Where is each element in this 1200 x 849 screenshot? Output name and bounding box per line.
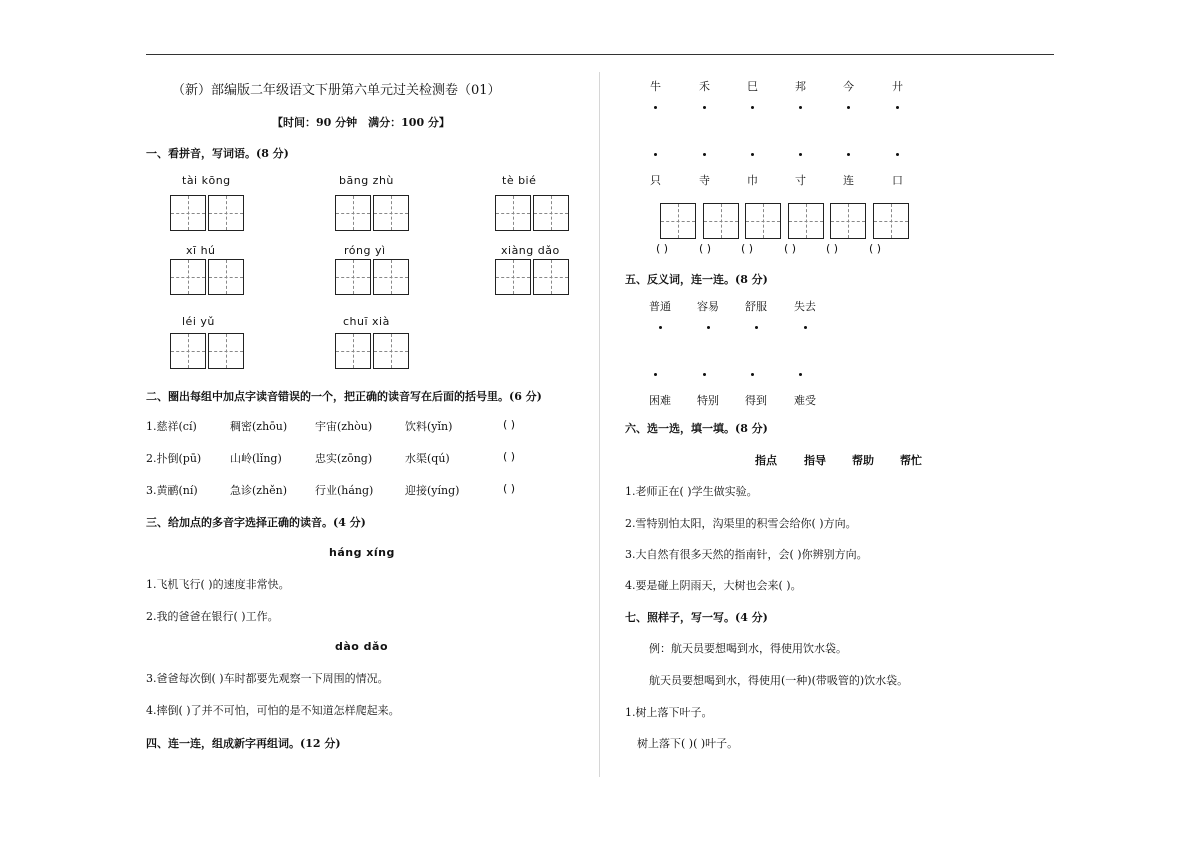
pinyin-1: tài kōng xyxy=(182,174,231,187)
s4-paren-1[interactable]: ( ) xyxy=(656,242,669,255)
column-divider xyxy=(599,72,600,777)
s4-top-dot-6[interactable] xyxy=(896,106,899,109)
s4-paren-2[interactable]: ( ) xyxy=(699,242,712,255)
s4-top-dot-2[interactable] xyxy=(703,106,706,109)
s4-bottom-dot-1[interactable] xyxy=(654,153,657,156)
s2-r3-answer[interactable]: ( ) xyxy=(503,482,516,495)
s2-r2-c1: 2.扑倒(pū) xyxy=(146,452,202,465)
s4-top-dot-5[interactable] xyxy=(847,106,850,109)
s4-bottom-1: 只 xyxy=(650,174,661,187)
s6-q4: 4.要是碰上阴雨天，大树也会来( )。 xyxy=(625,579,802,592)
s5-top-dot-2[interactable] xyxy=(707,326,710,329)
pinyin-3: tè bié xyxy=(502,174,537,187)
s6-q1: 1.老师正在( )学生做实验。 xyxy=(625,485,758,498)
writing-grid-8[interactable] xyxy=(335,333,411,369)
writing-grid-4[interactable] xyxy=(170,259,246,295)
s3-q3: 3.爸爸每次倒( )车时都要先观察一下周围的情况。 xyxy=(146,672,389,685)
s6-q2: 2.雪特别怕太阳，沟渠里的积雪会给你( )方向。 xyxy=(625,517,857,530)
section-4-heading: 四、连一连，组成新字再组词。(12 分) xyxy=(146,737,341,750)
s4-paren-4[interactable]: ( ) xyxy=(784,242,797,255)
s2-r2-c4: 水渠(qú) xyxy=(405,452,450,465)
s4-char-box-5[interactable] xyxy=(830,203,868,239)
pinyin-6: xiàng dǎo xyxy=(501,244,560,257)
top-rule xyxy=(146,54,1054,55)
s6-option-4: 帮忙 xyxy=(900,454,922,467)
s4-char-box-1[interactable] xyxy=(660,203,698,239)
s2-r2-answer[interactable]: ( ) xyxy=(503,450,516,463)
s5-top-dot-4[interactable] xyxy=(804,326,807,329)
s2-r3-c4: 迎接(yíng) xyxy=(405,484,460,497)
s4-char-box-3[interactable] xyxy=(745,203,783,239)
s4-top-4: 邦 xyxy=(795,80,806,93)
s7-q1: 1.树上落下叶子。 xyxy=(625,706,713,719)
s4-bottom-dot-4[interactable] xyxy=(799,153,802,156)
page-title: （新）部编版二年级语文下册第六单元过关检测卷（01） xyxy=(172,83,501,98)
s4-char-box-4[interactable] xyxy=(788,203,826,239)
s5-bottom-1: 困难 xyxy=(649,394,671,407)
s4-bottom-5: 连 xyxy=(843,174,854,187)
s5-bottom-dot-1[interactable] xyxy=(654,373,657,376)
s5-bottom-3: 得到 xyxy=(745,394,767,407)
writing-grid-5[interactable] xyxy=(335,259,411,295)
s4-paren-6[interactable]: ( ) xyxy=(869,242,882,255)
pinyin-4: xī hú xyxy=(186,244,216,257)
s7-example-1: 例：航天员要想喝到水，得使用饮水袋。 xyxy=(649,642,847,655)
writing-grid-2[interactable] xyxy=(335,195,411,231)
s2-r1-answer[interactable]: ( ) xyxy=(503,418,516,431)
s5-top-1: 普通 xyxy=(649,300,671,313)
s2-r3-c2: 急诊(zhěn) xyxy=(230,484,288,497)
s3-pinyin-1: háng xíng xyxy=(329,546,395,559)
s5-bottom-2: 特别 xyxy=(697,394,719,407)
writing-grid-3[interactable] xyxy=(495,195,571,231)
s4-paren-5[interactable]: ( ) xyxy=(826,242,839,255)
s5-top-3: 舒服 xyxy=(745,300,767,313)
writing-grid-6[interactable] xyxy=(495,259,571,295)
s4-bottom-dot-6[interactable] xyxy=(896,153,899,156)
pinyin-7: léi yǔ xyxy=(182,315,215,328)
s4-bottom-dot-3[interactable] xyxy=(751,153,754,156)
section-6-heading: 六、选一选，填一填。(8 分) xyxy=(625,422,768,435)
s4-bottom-6: 口 xyxy=(892,174,903,187)
page-subtitle: 【时间：90 分钟 满分：100 分】 xyxy=(272,116,450,129)
s2-r1-c3: 宇宙(zhòu) xyxy=(315,420,373,433)
s5-top-dot-1[interactable] xyxy=(659,326,662,329)
s5-top-dot-3[interactable] xyxy=(755,326,758,329)
s2-r1-c4: 饮料(yǐn) xyxy=(405,420,453,433)
s2-r2-c3: 忠实(zōng) xyxy=(315,452,373,465)
s4-bottom-4: 寸 xyxy=(795,174,806,187)
s7-q1-answer[interactable]: 树上落下( )( )叶子。 xyxy=(637,737,739,750)
s6-option-1: 指点 xyxy=(755,454,777,467)
section-3-heading: 三、给加点的多音字选择正确的读音。(4 分) xyxy=(146,516,366,529)
writing-grid-7[interactable] xyxy=(170,333,246,369)
s5-bottom-dot-4[interactable] xyxy=(799,373,802,376)
pinyin-8: chuī xià xyxy=(343,315,390,328)
pinyin-2: bāng zhù xyxy=(339,174,394,187)
s4-bottom-3: 巾 xyxy=(747,174,758,187)
pinyin-5: róng yì xyxy=(344,244,386,257)
s4-top-dot-4[interactable] xyxy=(799,106,802,109)
s6-option-3: 帮助 xyxy=(852,454,874,467)
s4-top-3: 巳 xyxy=(747,80,758,93)
s2-r3-c1: 3.黄鹂(ní) xyxy=(146,484,198,497)
section-5-heading: 五、反义词，连一连。(8 分) xyxy=(625,273,768,286)
s4-bottom-2: 寺 xyxy=(699,174,710,187)
section-1-heading: 一、看拼音，写词语。(8 分) xyxy=(146,147,289,160)
s2-r1-c2: 稠密(zhōu) xyxy=(230,420,288,433)
s4-paren-3[interactable]: ( ) xyxy=(741,242,754,255)
s4-top-dot-1[interactable] xyxy=(654,106,657,109)
s4-top-6: 廾 xyxy=(892,80,903,93)
s3-q2: 2.我的爸爸在银行( )工作。 xyxy=(146,610,279,623)
s5-bottom-dot-2[interactable] xyxy=(703,373,706,376)
s2-r2-c2: 山岭(lǐng) xyxy=(230,452,282,465)
s2-r3-c3: 行业(háng) xyxy=(315,484,374,497)
s3-q4: 4.摔倒( )了并不可怕，可怕的是不知道怎样爬起来。 xyxy=(146,704,400,717)
s3-pinyin-2: dào dǎo xyxy=(335,640,389,653)
s6-option-2: 指导 xyxy=(804,454,826,467)
s4-top-1: 牛 xyxy=(650,80,661,93)
s4-bottom-dot-5[interactable] xyxy=(847,153,850,156)
s5-top-2: 容易 xyxy=(697,300,719,313)
s6-q3: 3.大自然有很多天然的指南针，会( )你辨别方向。 xyxy=(625,548,868,561)
s5-bottom-dot-3[interactable] xyxy=(751,373,754,376)
s4-top-5: 今 xyxy=(843,80,854,93)
s3-q1: 1.飞机飞行( )的速度非常快。 xyxy=(146,578,290,591)
s2-r1-c1: 1.慈祥(cí) xyxy=(146,420,197,433)
s5-bottom-4: 难受 xyxy=(794,394,816,407)
s4-char-box-6[interactable] xyxy=(873,203,911,239)
s4-top-dot-3[interactable] xyxy=(751,106,754,109)
s4-bottom-dot-2[interactable] xyxy=(703,153,706,156)
s5-top-4: 失去 xyxy=(794,300,816,313)
s4-char-box-2[interactable] xyxy=(703,203,741,239)
section-2-heading: 二、圈出每组中加点字读音错误的一个，把正确的读音写在后面的括号里。(6 分) xyxy=(146,390,542,403)
s7-example-2: 航天员要想喝到水，得使用(一种)(带吸管的)饮水袋。 xyxy=(649,674,909,687)
writing-grid-1[interactable] xyxy=(170,195,246,231)
s4-top-2: 禾 xyxy=(699,80,710,93)
section-7-heading: 七、照样子，写一写。(4 分) xyxy=(625,611,768,624)
